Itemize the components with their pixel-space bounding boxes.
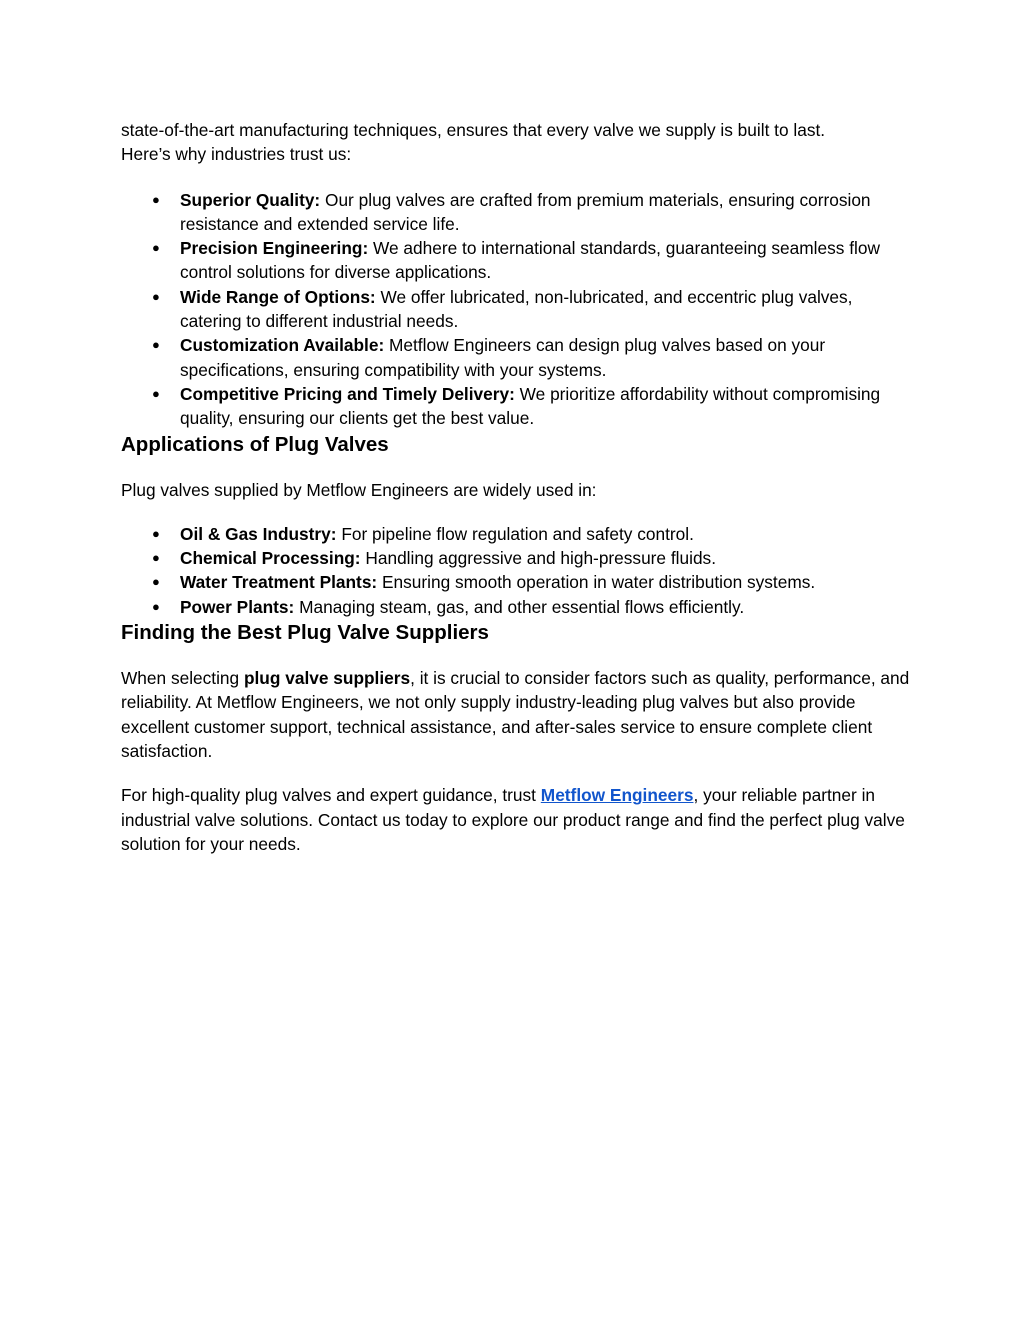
item-label: Wide Range of Options: — [180, 286, 376, 307]
metflow-engineers-link[interactable]: Metflow Engineers — [540, 785, 694, 806]
finding-text-end: , it is crucial to consider factors such as quality, performance, and reliability. At Metflow Engineers, we not only supply industry-leading plug valves but also provide excellent customer support, technical assistance, and after-sales service to ensure complete client satisfaction. — [121, 668, 910, 761]
bullet-icon: ● — [152, 598, 160, 614]
intro-paragraph — [121, 118, 911, 167]
item-label: Precision Engineering: — [180, 238, 369, 259]
list-item — [121, 188, 911, 237]
item-text: Our plug valves are crafted from premium materials, ensuring corrosion resistance and extended service life. — [180, 189, 871, 234]
contact-text-start: For high-quality plug valves and expert guidance, trust — [121, 785, 541, 806]
document-page — [121, 118, 911, 856]
item-label: Superior Quality: — [180, 189, 321, 210]
bullet-icon: ● — [152, 337, 160, 353]
bullet-icon: ● — [152, 525, 160, 541]
intro-line-2: Here’s why industries trust us: — [121, 144, 352, 165]
item-label: Customization Available: — [180, 335, 385, 356]
item-text: For pipeline flow regulation and safety control. — [336, 523, 694, 544]
bullet-icon: ● — [152, 240, 160, 256]
bullet-icon: ● — [152, 574, 160, 590]
item-label: Power Plants: — [180, 596, 295, 617]
item-text: We adhere to international standards, guaranteeing seamless flow control solutions for diverse applications. — [180, 238, 880, 283]
item-text: We offer lubricated, non-lubricated, and eccentric plug valves, catering to different industrial needs. — [180, 286, 853, 332]
item-text: Metflow Engineers can design plug valves based on your specifications, ensuring compatibility with your systems. — [180, 335, 826, 380]
applications-heading: Applications of Plug Valves — [121, 432, 389, 456]
finding-heading: Finding the Best Plug Valve Suppliers — [121, 621, 489, 645]
item-text: Handling aggressive and high-pressure fluids. — [360, 548, 716, 569]
bullet-icon: ● — [152, 191, 160, 207]
item-label: Chemical Processing: — [180, 548, 361, 569]
contact-text-end: , your reliable partner in industrial valve solutions. Contact us today to explore our product range and find the perfect plug valve solution for your needs. — [121, 785, 905, 854]
item-label: Oil & Gas Industry: — [180, 523, 337, 544]
intro-line-1: state-of-the-art manufacturing techniques, ensures that every valve we supply is built to last. — [121, 120, 826, 140]
applications-list — [121, 522, 911, 619]
bullet-icon: ● — [152, 385, 160, 401]
finding-text-start: When selecting — [121, 668, 244, 689]
list-item — [121, 333, 911, 382]
finding-paragraph — [121, 666, 911, 763]
item-text: Ensuring smooth operation in water distribution systems. — [377, 572, 816, 593]
contact-paragraph — [121, 783, 911, 856]
finding-keyword: plug valve suppliers — [243, 668, 411, 689]
list-item — [121, 522, 911, 546]
list-item — [121, 595, 911, 619]
item-text: Managing steam, gas, and other essential flows efficiently. — [294, 596, 745, 617]
item-label: Competitive Pricing and Timely Delivery: — [180, 383, 515, 404]
item-text: We prioritize affordability without compromising quality, ensuring our clients get the best value. — [180, 383, 881, 429]
list-item — [121, 285, 911, 334]
why-trust-list — [121, 188, 911, 431]
bullet-icon: ● — [152, 550, 160, 566]
item-label: Water Treatment Plants: — [180, 572, 378, 593]
applications-intro: Plug valves supplied by Metflow Engineers are widely used in: — [121, 479, 597, 500]
list-item — [121, 382, 911, 431]
list-item — [121, 546, 911, 570]
list-item — [121, 236, 911, 285]
bullet-icon: ● — [152, 288, 160, 304]
list-item — [121, 570, 911, 594]
